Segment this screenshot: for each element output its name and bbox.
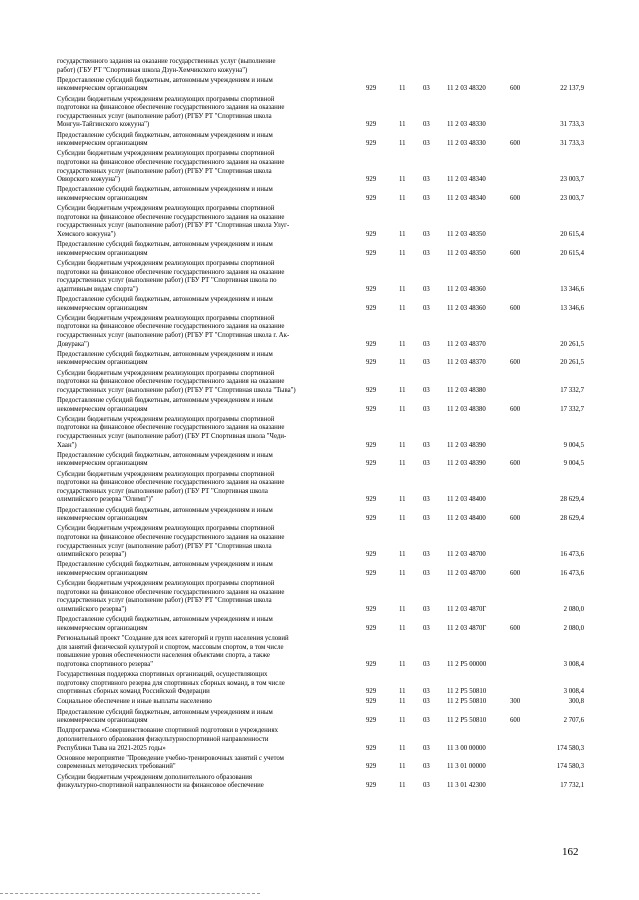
- row-ved: 929: [366, 140, 377, 148]
- row-pr: 03: [423, 386, 430, 394]
- row-description-line: некоммерческим организациям: [57, 359, 148, 367]
- row-ved: 929: [366, 688, 377, 696]
- row-rz: 11: [399, 551, 406, 559]
- row-sum: 17 732,1: [560, 782, 584, 790]
- row-cs: 11 3 01 00000: [447, 763, 486, 771]
- row-vr: 600: [510, 85, 521, 93]
- row-description-line: государственных услуг (выполнение работ) (РГБУ РТ "Спортивная школа Улуг-: [57, 222, 290, 230]
- row-sum: 20 261,5: [560, 359, 584, 367]
- row-rz: 11: [399, 249, 406, 257]
- row-cs: 11 2 03 48340: [447, 195, 486, 202]
- row-description-line: государственных услуг (выполнение работ) (РГБУ РТ "Спортивная школа "Тыва"): [57, 386, 296, 394]
- row-ved: 929: [366, 606, 377, 613]
- row-pr: 03: [423, 717, 430, 725]
- row-ved: 929: [366, 195, 377, 202]
- row-pr: 03: [423, 570, 430, 577]
- row-description-line: некоммерческим организациям: [57, 249, 148, 257]
- row-cs: 11 2 03 48700: [447, 551, 486, 559]
- row-sum: 300,8: [568, 698, 584, 706]
- row-sum: 16 473,6: [560, 570, 584, 577]
- row-ved: 929: [366, 121, 377, 129]
- row-pr: 03: [423, 660, 430, 668]
- row-description-line: некоммерческим организациям: [57, 570, 148, 577]
- row-description-line: Субсидии бюджетным учреждениям реализующих программы спортивной: [57, 415, 275, 423]
- row-pr: 03: [423, 606, 430, 613]
- row-description-line: современных методических требований": [57, 763, 176, 771]
- row-cs: 11 2 03 48370: [447, 340, 486, 348]
- row-rz: 11: [399, 176, 406, 184]
- row-description-line: Республики Тыва на 2021-2025 годы»: [57, 744, 166, 752]
- row-sum: 22 137,9: [560, 85, 584, 93]
- row-description-line: подготовки на финансовое обеспечение государственного задания на оказание: [57, 378, 285, 386]
- row-ved: 929: [366, 624, 377, 632]
- row-ved: 929: [366, 340, 377, 348]
- row-description-line: государственных услуг (выполнение работ) (РГБУ РТ "Спортивная школа г. Ак-: [57, 332, 290, 339]
- row-description-line: адаптивным видам спорта"): [57, 285, 138, 293]
- row-description-line: Субсидии бюджетным учреждениям реализующих программы спортивной: [57, 95, 275, 103]
- row-sum: 3 008,4: [563, 660, 584, 668]
- row-description-line: Субсидии бюджетным учреждениям реализующих программы спортивной: [57, 314, 275, 322]
- row-ved: 929: [366, 85, 377, 93]
- row-rz: 11: [399, 140, 406, 148]
- row-sum: 23 003,7: [560, 176, 584, 184]
- row-description-line: Государственная поддержка спортивных организаций, осуществляющих: [57, 671, 268, 678]
- row-rz: 11: [399, 624, 406, 632]
- row-ved: 929: [366, 176, 377, 184]
- row-vr: 600: [510, 249, 521, 257]
- row-description-line: Предоставление субсидий бюджетным, автономным учреждениям и иным: [57, 506, 273, 514]
- row-sum: 2 707,6: [563, 717, 584, 725]
- row-rz: 11: [399, 515, 406, 523]
- row-description-line: Основное мероприятие "Проведение учебно-тренировочных занятий с учетом: [57, 754, 284, 762]
- row-ved: 929: [366, 717, 377, 725]
- row-description-line: государственных услуг (выполнение работ) (РГБУ РТ "Спортивная школа: [57, 597, 272, 605]
- row-vr: 600: [510, 359, 521, 367]
- row-description-line: некоммерческим организациям: [57, 405, 148, 413]
- row-pr: 03: [423, 441, 430, 449]
- row-description-line: повышение уровня обеспеченности населения объектами спорта, а также: [57, 652, 270, 660]
- row-sum: 20 615,4: [560, 231, 584, 238]
- row-description-line: Предоставление субсидий бюджетным, автономным учреждениям и иным: [57, 296, 273, 303]
- row-ved: 929: [366, 551, 377, 559]
- row-pr: 03: [423, 140, 430, 148]
- page-number: 162: [562, 846, 579, 858]
- row-ved: 929: [366, 249, 377, 257]
- row-cs: 11 2 03 48330: [447, 140, 486, 148]
- row-rz: 11: [399, 231, 406, 238]
- row-description-line: Предоставление субсидий бюджетным, автономным учреждениям и иным: [57, 350, 273, 358]
- row-rz: 11: [399, 405, 406, 413]
- row-sum: 3 008,4: [563, 688, 584, 696]
- row-rz: 11: [399, 121, 406, 129]
- row-ved: 929: [366, 496, 377, 504]
- row-ved: 929: [366, 698, 377, 706]
- row-rz: 11: [399, 496, 406, 504]
- row-sum: 28 629,4: [560, 515, 584, 523]
- row-pr: 03: [423, 121, 430, 129]
- row-cs: 11 2 03 48320: [447, 85, 486, 93]
- row-rz: 11: [399, 660, 406, 668]
- row-description-line: подготовки на финансовое обеспечение государственного задания на оказание: [57, 104, 285, 112]
- row-rz: 11: [399, 744, 406, 752]
- row-pr: 03: [423, 85, 430, 93]
- row-ved: 929: [366, 231, 377, 238]
- row-sum: 28 629,4: [560, 496, 584, 504]
- row-description-line: Предоставление субсидий бюджетным, автономным учреждениям и иным: [57, 397, 273, 404]
- row-rz: 11: [399, 441, 406, 449]
- row-rz: 11: [399, 606, 406, 613]
- row-rz: 11: [399, 460, 406, 468]
- row-description-line: государственных услуг (выполнение работ) (ГБУ РТ "Спортивная школа: [57, 487, 268, 495]
- row-pr: 03: [423, 698, 430, 706]
- row-description-line: Субсидии бюджетным учреждениям реализующих программы спортивной: [57, 470, 275, 478]
- row-description-line: для занятий физической культурой и спортом, массовым спортом, в том числе: [57, 643, 284, 651]
- row-description-line: государственных услуг (выполнение работ) (РГБУ РТ "Спортивная школа: [57, 112, 272, 120]
- row-description-line: некоммерческим организациям: [57, 304, 148, 312]
- row-description-line: Предоставление субсидий бюджетным, автономным учреждениям и иным: [57, 616, 273, 624]
- row-description-line: государственного задания на оказание государственных услуг (выполнение: [57, 58, 276, 65]
- row-rz: 11: [399, 340, 406, 348]
- row-description-line: некоммерческим организациям: [57, 195, 148, 202]
- row-rz: 11: [399, 304, 406, 312]
- row-description-line: подготовки на финансовое обеспечение государственного задания на оказание: [57, 588, 285, 596]
- row-pr: 03: [423, 744, 430, 752]
- row-vr: 600: [510, 304, 521, 312]
- row-description-line: работ) (ГБУ РТ "Спортивная школа Дзун-Хемчикского кожууна"): [57, 66, 248, 74]
- row-description-line: Субсидии бюджетным учреждениям реализующих программы спортивной: [57, 260, 275, 267]
- row-vr: 600: [510, 624, 521, 632]
- row-cs: 11 2 03 48400: [447, 515, 486, 523]
- row-ved: 929: [366, 782, 377, 790]
- row-cs: 11 3 01 42300: [447, 782, 486, 790]
- row-cs: 11 2 03 48360: [447, 285, 486, 293]
- row-cs: 11 2 P5 50810: [447, 688, 487, 696]
- row-rz: 11: [399, 763, 406, 771]
- row-pr: 03: [423, 460, 430, 468]
- row-vr: 600: [510, 140, 521, 148]
- row-sum: 174 580,3: [556, 744, 584, 752]
- row-description-line: подготовка спортивного резерва": [57, 660, 154, 668]
- row-rz: 11: [399, 359, 406, 367]
- row-pr: 03: [423, 249, 430, 257]
- row-pr: 03: [423, 195, 430, 202]
- row-pr: 03: [423, 405, 430, 413]
- row-cs: 11 2 03 4870Г: [447, 606, 487, 613]
- row-pr: 03: [423, 688, 430, 696]
- row-sum: 20 261,5: [560, 340, 584, 348]
- row-description-line: спортивных сборных команд Российской Федерации: [57, 688, 210, 696]
- row-pr: 03: [423, 624, 430, 632]
- row-pr: 03: [423, 340, 430, 348]
- row-ved: 929: [366, 441, 377, 449]
- row-cs: 11 2 03 48380: [447, 386, 486, 394]
- row-description-line: Субсидии бюджетным учреждениям реализующих программы спортивной: [57, 525, 275, 533]
- row-description-line: Предоставление субсидий бюджетным, автономным учреждениям и иным: [57, 76, 273, 84]
- row-description-line: подготовки на финансовое обеспечение государственного задания на оказание: [57, 323, 285, 331]
- row-description-line: государственных услуг (выполнение работ) (ГБУ РТ "Спортивная школа по: [57, 277, 277, 285]
- row-description-line: Предоставление субсидий бюджетным, автономным учреждениям и иным: [57, 131, 273, 139]
- row-description-line: Субсидии бюджетным учреждениям реализующих программы спортивной: [57, 205, 275, 213]
- row-sum: 2 080,0: [563, 624, 584, 632]
- row-description-line: Предоставление субсидий бюджетным, автономным учреждениям и иным: [57, 561, 273, 569]
- row-ved: 929: [366, 570, 377, 577]
- row-ved: 929: [366, 460, 377, 468]
- row-rz: 11: [399, 195, 406, 202]
- row-pr: 03: [423, 496, 430, 504]
- row-cs: 11 2 03 48390: [447, 460, 486, 468]
- row-pr: 03: [423, 763, 430, 771]
- row-sum: 20 615,4: [560, 249, 584, 257]
- row-sum: 31 733,3: [560, 121, 584, 129]
- row-description-line: подготовки на финансовое обеспечение государственного задания на оказание: [57, 213, 285, 221]
- row-sum: 31 733,3: [560, 140, 584, 148]
- row-ved: 929: [366, 285, 377, 293]
- row-cs: 11 2 03 48350: [447, 231, 486, 238]
- row-sum: 17 332,7: [560, 405, 584, 413]
- row-description-line: олимпийского резерва "Олимп")": [57, 496, 154, 504]
- row-description-line: Социальное обеспечение и иные выплаты населению: [57, 698, 212, 706]
- row-ved: 929: [366, 763, 377, 771]
- row-cs: 11 2 03 48380: [447, 405, 486, 413]
- row-description-line: олимпийского резерва"): [57, 606, 127, 613]
- row-pr: 03: [423, 359, 430, 367]
- row-cs: 11 2 03 48370: [447, 359, 486, 367]
- row-description-line: Субсидии бюджетным учреждениям реализующих программы спортивной: [57, 150, 275, 158]
- row-sum: 2 080,0: [563, 606, 584, 613]
- row-cs: 11 3 00 00000: [447, 744, 486, 752]
- row-description-line: некоммерческим организациям: [57, 140, 148, 148]
- row-rz: 11: [399, 285, 406, 293]
- row-sum: 16 473,6: [560, 551, 584, 559]
- row-description-line: Предоставление субсидий бюджетным, автономным учреждениям и иным: [57, 708, 273, 716]
- row-rz: 11: [399, 782, 406, 790]
- row-cs: 11 2 03 48700: [447, 570, 486, 577]
- row-description-line: дополнительного образования физкультурноспортивной направленности: [57, 736, 269, 743]
- row-description-line: Региональный проект "Создание для всех категорий и групп населения условий: [57, 635, 289, 642]
- row-description-line: Монгун-Тайгинского кожууна"): [57, 121, 150, 129]
- row-cs: 11 2 03 48350: [447, 249, 486, 257]
- row-vr: 600: [510, 717, 521, 725]
- row-pr: 03: [423, 176, 430, 184]
- row-rz: 11: [399, 688, 406, 696]
- row-sum: 17 332,7: [560, 386, 584, 394]
- row-description-line: подготовку спортивного резерва для спортивных сборных команд, в том числе: [57, 679, 285, 687]
- row-sum: 9 004,5: [563, 460, 584, 468]
- row-ved: 929: [366, 744, 377, 752]
- row-description-line: Овюрского кожууна"): [57, 176, 121, 184]
- row-description-line: подготовки на финансовое обеспечение государственного задания на оказание: [57, 268, 285, 276]
- row-pr: 03: [423, 782, 430, 790]
- row-sum: 9 004,5: [563, 441, 584, 449]
- row-description-line: некоммерческим организациям: [57, 717, 148, 725]
- row-description-line: Субсидии бюджетным учреждениям реализующих программы спортивной: [57, 580, 275, 588]
- row-ved: 929: [366, 660, 377, 668]
- row-rz: 11: [399, 698, 406, 706]
- row-description-line: Предоставление субсидий бюджетным, автономным учреждениям и иным: [57, 186, 273, 194]
- row-description-line: государственных услуг (выполнение работ) (РГБУ РТ "Спортивная школа: [57, 167, 272, 175]
- row-cs: 11 2 P5 00000: [447, 660, 487, 668]
- row-description-line: физкультурно-спортивной направленности на финансовое обеспечение: [57, 782, 264, 790]
- row-ved: 929: [366, 359, 377, 367]
- row-pr: 03: [423, 304, 430, 312]
- row-cs: 11 2 03 48360: [447, 304, 486, 312]
- row-vr: 600: [510, 405, 521, 413]
- row-rz: 11: [399, 85, 406, 93]
- row-description-line: Субсидии бюджетным учреждениям реализующих программы спортивной: [57, 369, 275, 377]
- row-vr: 300: [510, 698, 521, 706]
- footer-divider: [0, 893, 260, 894]
- row-cs: 11 2 P5 50810: [447, 698, 487, 706]
- row-description-line: подготовки на финансовое обеспечение государственного задания на оказание: [57, 424, 285, 432]
- row-sum: 13 346,6: [560, 304, 584, 312]
- row-sum: 13 346,6: [560, 285, 584, 293]
- row-description-line: Хаан"): [57, 441, 77, 449]
- row-description-line: Хемского кожууна"): [57, 231, 116, 238]
- row-vr: 600: [510, 515, 521, 523]
- row-description-line: подготовки на финансовое обеспечение государственного задания на оказание: [57, 159, 285, 166]
- row-description-line: олимпийского резерва"): [57, 551, 127, 559]
- row-description-line: некоммерческим организациям: [57, 624, 148, 632]
- row-sum: 174 580,3: [556, 763, 584, 771]
- row-description-line: подготовки на финансовое обеспечение государственного задания на оказание: [57, 534, 285, 541]
- row-description-line: некоммерческим организациям: [57, 515, 148, 523]
- row-pr: 03: [423, 231, 430, 238]
- row-cs: 11 2 03 48330: [447, 121, 486, 129]
- row-rz: 11: [399, 570, 406, 577]
- row-description-line: Довурака"): [57, 340, 90, 348]
- row-rz: 11: [399, 386, 406, 394]
- row-vr: 600: [510, 460, 521, 468]
- row-cs: 11 2 03 48400: [447, 496, 486, 504]
- row-pr: 03: [423, 551, 430, 559]
- row-description-line: государственных услуг (выполнение работ) (ГБУ РТ Спортивная школа "Чеди-: [57, 433, 287, 440]
- row-pr: 03: [423, 285, 430, 293]
- row-description-line: государственных услуг (выполнение работ) (РГБУ РТ "Спортивная школа: [57, 542, 272, 550]
- row-ved: 929: [366, 386, 377, 394]
- row-cs: 11 2 03 48340: [447, 176, 486, 184]
- row-cs: 11 2 03 48390: [447, 441, 486, 449]
- row-pr: 03: [423, 515, 430, 523]
- row-sum: 23 003,7: [560, 195, 584, 202]
- row-description-line: Подпрограмма «Совершенствование спортивной подготовки в учреждениях: [57, 727, 278, 735]
- row-cs: 11 2 P5 50810: [447, 717, 487, 725]
- row-ved: 929: [366, 405, 377, 413]
- row-ved: 929: [366, 515, 377, 523]
- row-description-line: Субсидии бюджетным учреждениям дополнительного образования: [57, 773, 253, 781]
- row-description-line: некоммерческим организациям: [57, 85, 148, 93]
- row-description-line: подготовки на финансовое обеспечение государственного задания на оказание: [57, 479, 285, 487]
- row-ved: 929: [366, 304, 377, 312]
- row-vr: 600: [510, 195, 521, 202]
- row-description-line: Предоставление субсидий бюджетным, автономным учреждениям и иным: [57, 451, 273, 459]
- row-description-line: некоммерческим организациям: [57, 460, 148, 468]
- row-cs: 11 2 03 4870Г: [447, 624, 487, 632]
- row-rz: 11: [399, 717, 406, 725]
- row-description-line: Предоставление субсидий бюджетным, автономным учреждениям и иным: [57, 241, 273, 249]
- row-vr: 600: [510, 570, 521, 577]
